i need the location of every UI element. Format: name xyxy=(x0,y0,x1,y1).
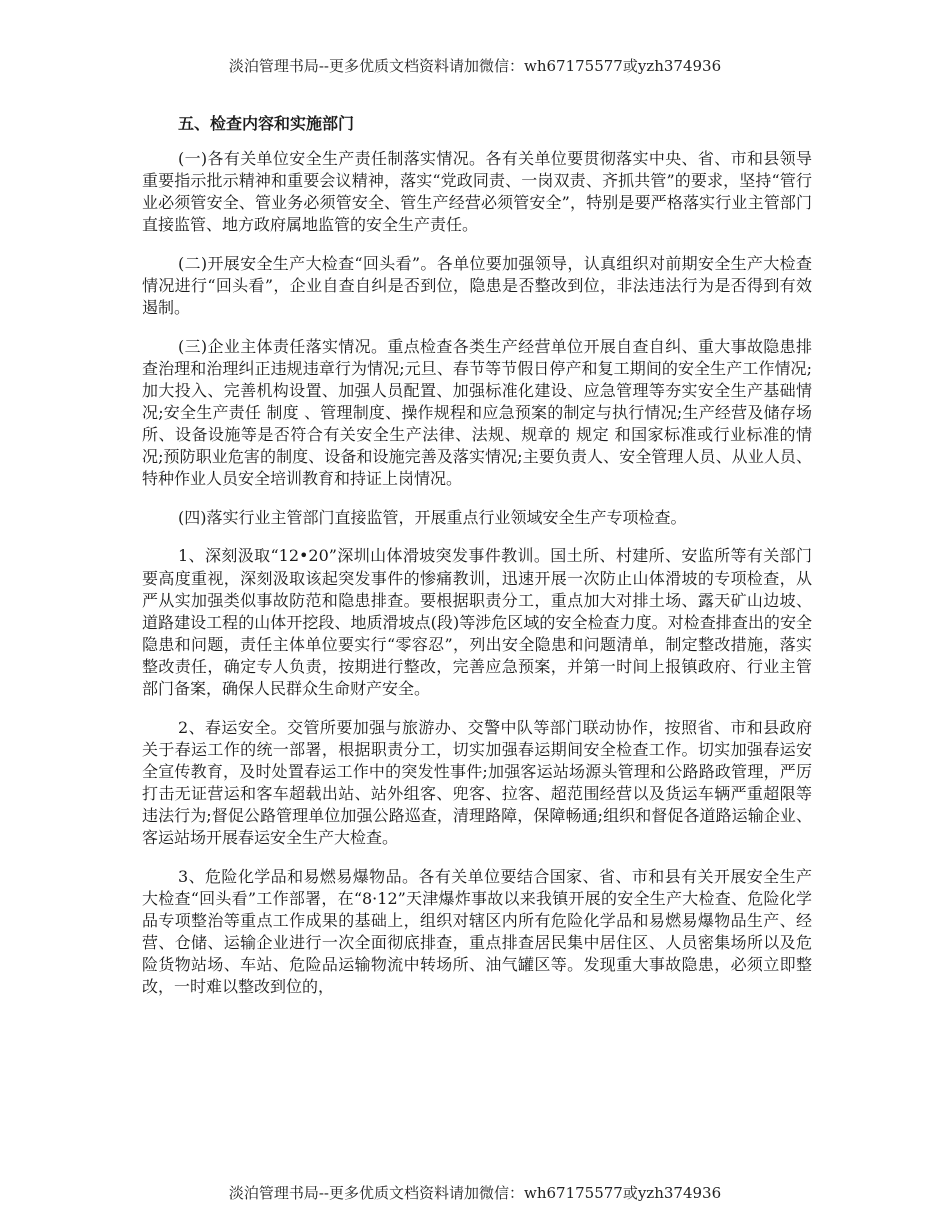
paragraph-3: (三)企业主体责任落实情况。重点检查各类生产经营单位开展自查自纠、重大事故隐患排查治理和治理纠正违规违章行为情况;元旦、春节等节假日停产和复工期间的安全生产工作情况;加大投入、完善机构设置、加强人员配置、加强标准化建设、应急管理等夯实安全生产基础情况;安全生产责任 制度 、管理制度、操作规程和应急预案的制定与执行情况;生产经营及储存场所、设备设施等是否符合有关安全生产法律、法规、规章的 规定 和国家标准或行业标准的情况;预防职业危害的制度、设备和设施完善及落实情况;主要负责人、安全管理人员、从业人员、特种作业人员安全培训教育和持证上岗情况。 xyxy=(142,336,812,489)
document-body xyxy=(142,112,812,1015)
paragraph-2: (二)开展安全生产大检查“回头看”。各单位要加强领导，认真组织对前期安全生产大检查情况进行“回头看”，企业自查自纠是否到位，隐患是否整改到位，非法违法行为是否得到有效遏制。 xyxy=(142,253,812,318)
page-footer: 淡泊管理书局--更多优质文档资料请加微信：wh67175577或yzh374936 xyxy=(228,1184,722,1202)
paragraph-7: 3、危险化学品和易燃易爆物品。各有关单位要结合国家、省、市和县有关开展安全生产大检查“回头看”工作部署，在“8·12”天津爆炸事故以来我镇开展的安全生产大检查、危险化学品专项整治等重点工作成果的基础上，组织对辖区内所有危险化学品和易燃易爆物品生产、经营、仓储、运输企业进行一次全面彻底排查，重点排查居民集中居住区、人员密集场所以及危险货物站场、车站、危险品运输物流中转场所、油气罐区等。发现重大事故隐患，必须立即整改，一时难以整改到位的， xyxy=(142,866,812,997)
paragraph-4: (四)落实行业主管部门直接监管，开展重点行业领域安全生产专项检查。 xyxy=(178,507,687,527)
paragraph-5: 1、深刻汲取“12•20”深圳山体滑坡突发事件教训。国土所、村建所、安监所等有关部门要高度重视，深刻汲取该起突发事件的惨痛教训，迅速开展一次防止山体滑坡的专项检查，从严从实加强类似事故防范和隐患排查。要根据职责分工，重点加大对排土场、露天矿山边坡、道路建设工程的山体开挖段、地质滑坡点(段)等涉危区域的安全检查力度。对检查排查出的安全隐患和问题，责任主体单位要实行“零容忍”，列出安全隐患和问题清单，制定整改措施，落实整改责任，确定专人负责，按期进行整改，完善应急预案，并第一时间上报镇政府、行业主管部门备案，确保人民群众生命财产安全。 xyxy=(142,546,812,698)
page-header: 淡泊管理书局--更多优质文档资料请加微信：wh67175577或yzh374936 xyxy=(228,57,722,75)
section-title: 五、检查内容和实施部门 xyxy=(178,114,355,133)
paragraph-1: (一)各有关单位安全生产责任制落实情况。各有关单位要贯彻落实中央、省、市和县领导重要指示批示精神和重要会议精神，落实“党政同责、一岗双责、齐抓共管”的要求，坚持“管行业必须管安全、管业务必须管安全、管生产经营必须管安全”，特别是要严格落实行业主管部门直接监管、地方政府属地监管的安全生产责任。 xyxy=(142,149,812,235)
paragraph-6: 2、春运安全。交管所要加强与旅游办、交警中队等部门联动协作，按照省、市和县政府关于春运工作的统一部署，根据职责分工，切实加强春运期间安全检查工作。切实加强春运安全宣传教育，及时处置春运工作中的突发性事件;加强客运站场源头管理和公路路政管理，严厉打击无证营运和客车超载出站、站外组客、兜客、拉客、超范围经营以及货运车辆严重超限等违法行为;督促公路管理单位加强公路巡查，清理路障，保障畅通;组织和督促各道路运输企业、客运站场开展春运安全生产大检查。 xyxy=(142,717,812,848)
